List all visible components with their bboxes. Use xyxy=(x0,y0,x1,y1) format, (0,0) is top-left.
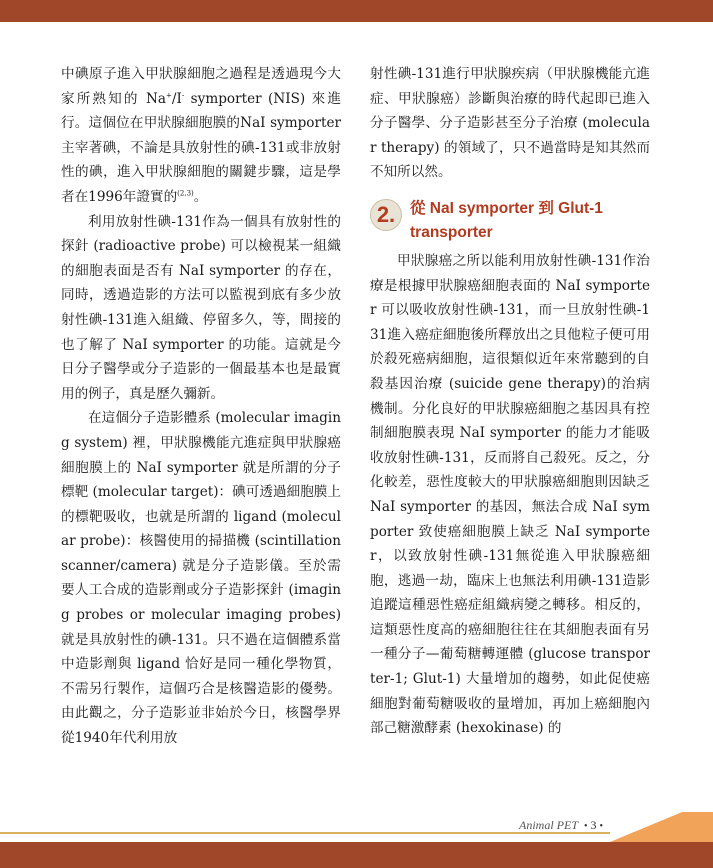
article-body xyxy=(61,62,661,762)
left-paragraph-1 xyxy=(61,62,341,210)
section-title xyxy=(410,197,603,245)
left-paragraph-3: 在這個分子造影體系 (molecular imaging system) 裡，甲狀腺機能亢進症與甲狀腺癌細胞膜上的 NaI symporter 就是所謂的分子標靶 (molecular target)：碘可透過細胞膜上的標靶吸收，也就是所謂的 ligand (molecular probe)：核醫使用的掃描機 (scintillation scanner/camera) 就是分子造影儀。至於需要人工合成的造影劑或分子造影探針 (imaging probes or molecular imaging probes) 就是具放射性的碘-131。只不過在這個體系當中造影劑與 ligand 恰好是同一種化學物質，不需另行製作，這個巧合是核醫造影的優勢。由此觀之，分子造影並非始於今日，核醫學界從1940年代利用放 xyxy=(61,410,341,747)
text-line: /I xyxy=(171,90,182,107)
citation-reference: (2,3) xyxy=(177,189,194,198)
text-line: 行。這個位在甲狀腺細胞膜的NaI symporter xyxy=(61,115,341,132)
superscript-plus: + xyxy=(166,91,172,100)
right-column xyxy=(370,62,650,741)
text-line: symporter (NIS) 來進 xyxy=(184,90,341,107)
footer-page-number xyxy=(584,818,603,833)
left-column xyxy=(61,62,341,751)
section-title-line-2: transporter xyxy=(410,223,493,241)
bottom-color-band xyxy=(0,842,713,868)
superscript-minus: - xyxy=(181,91,185,100)
text-line: 這是學者在1996年證實的 xyxy=(61,164,342,205)
left-paragraph-2: 利用放射性碘-131作為一個具有放射性的探針 (radioactive probe) 可以檢視某一組織的細胞表面是否有 NaI symporter 的存在，同時，透過造影的方法可以監視到底有多少放射性碘-131進入組織、停留多久，等，間接的也了解了 NaI symporter 的功能。這就是今日分子醫學或分子造影的一個最基本也是最實用的例子，真是歷久彌新。 xyxy=(61,213,341,402)
page-number: 3 xyxy=(590,818,597,832)
text-line: 。 xyxy=(193,188,208,205)
text-line: 今大家所熟知的 Na xyxy=(61,66,342,107)
text-line: 主宰著碘，不論是具放射性的碘-131或非放 xyxy=(61,139,328,156)
bullet-icon: • xyxy=(584,821,588,832)
top-color-band xyxy=(0,0,713,22)
section-heading xyxy=(370,197,650,245)
text-line: 中碘原子進入甲狀腺細胞之過程是透過現 xyxy=(61,66,314,82)
right-paragraph-2: 甲狀腺癌之所以能利用放射性碘-131作治療是根據甲狀腺癌細胞表面的 NaI symporter 可以吸收放射性碘-131，而一旦放射性碘-131進入癌症細胞後所釋放出之貝他粒子便可用於殺死癌病細胞，這很類似近年來常聽到的自殺基因治療 (suicide gene therapy)的治病機制。分化良好的甲狀腺癌細胞之基因具有控制細胞膜表現 NaI symporter 的能力才能吸收放射性碘-131，反而將自己殺死。反之，分化較差，惡性度較大的甲狀腺癌細胞則因缺乏 NaI symporter 的基因，無法合成 NaI symporter 致使癌細胞膜上缺乏 NaI symporter，以致放射性碘-131無從進入甲狀腺癌細胞，逃過一劫，臨床上也無法利用碘-131造影追蹤這種惡性癌症組織病變之轉移。相反的，這類惡性度高的癌細胞往往在其細胞表面有另一種分子—葡萄糖轉運體 (glucose transporter-1; Glut-1) 大量增加的趨勢，如此促使癌細胞對葡萄糖吸收的量增加，再加上癌細胞內部己糖激酵素 (hexokinase) 的 xyxy=(370,252,650,737)
section-number-badge: 2. xyxy=(370,199,402,231)
section-title-line-1: 從 NaI symporter 到 Glut-1 xyxy=(410,199,603,217)
bullet-icon: • xyxy=(599,821,604,832)
right-paragraph-1: 射性碘-131進行甲狀腺疾病（甲狀腺機能亢進症、甲狀腺癌）診斷與治療的時代起即已進入分子醫學、分子造影甚至分子治療 (molecular therapy) 的領域了，只不過當時是知其然而不知所以然。 xyxy=(370,66,650,181)
footer-journal-label: Animal PET xyxy=(519,818,578,832)
text-line: 射性的碘，進入甲狀腺細胞的關鍵步驟， xyxy=(61,139,341,181)
corner-triangle-decoration xyxy=(610,812,713,842)
